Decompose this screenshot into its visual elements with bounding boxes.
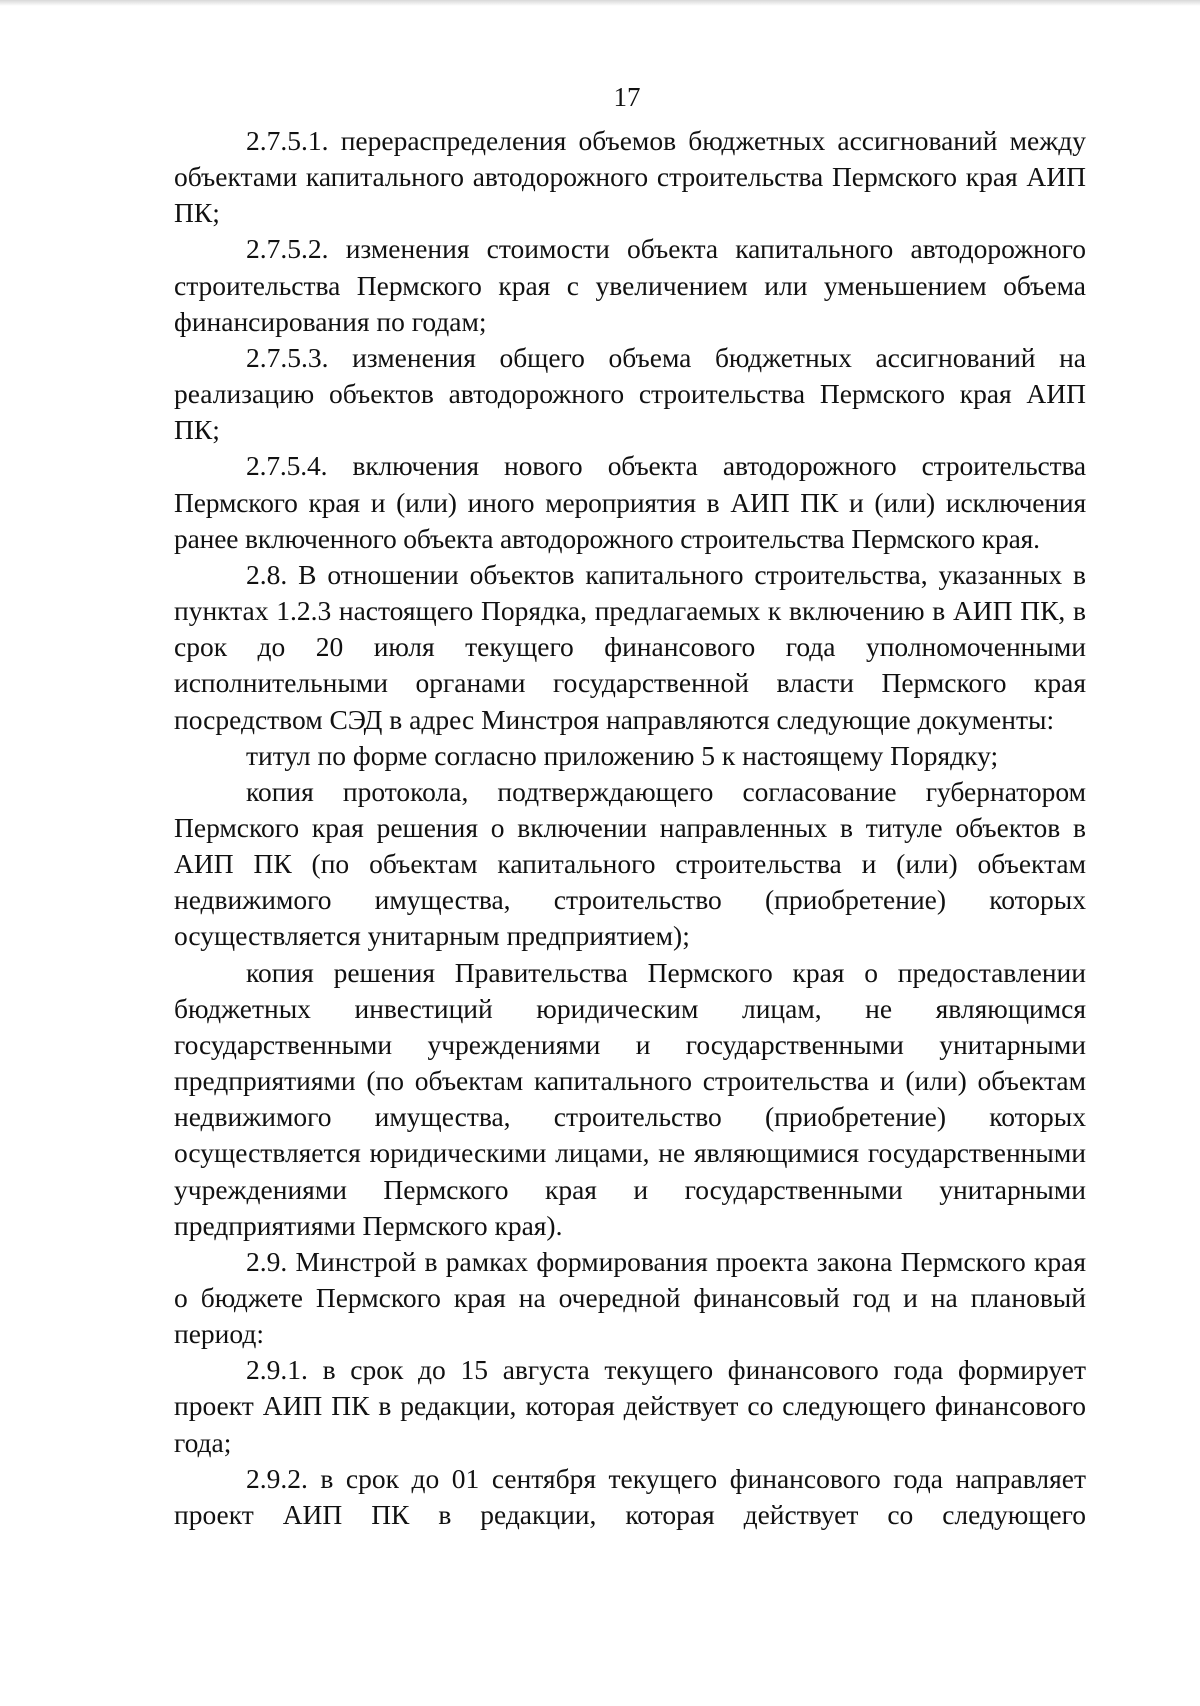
paragraph-2-7-5-4: 2.7.5.4. включения нового объекта автодорожного строительства Пермского края и (или) иного мероприятия в АИП ПК и (или) исключения ранее включенного объекта автодорожного строительства Пермского края. — [174, 450, 1086, 554]
paragraph-2-9-1: 2.9.1. в срок до 15 августа текущего финансового года формирует проект АИП ПК в редакции, которая действует со следующего финансового года; — [174, 1354, 1086, 1458]
paragraph-2-7-5-2: 2.7.5.2. изменения стоимости объекта капитального автодорожного строительства Пермского края с увеличением или уменьшением объема финансирования по годам; — [174, 233, 1086, 337]
document-body — [174, 123, 1086, 1533]
paragraph-title-form: титул по форме согласно приложению 5 к настоящему Порядку; — [246, 739, 999, 771]
paragraph-2-7-5-3: 2.7.5.3. изменения общего объема бюджетных ассигнований на реализацию объектов автодорожного строительства Пермского края АИП ПК; — [174, 341, 1086, 446]
paragraph-protocol-copy: копия протокола, подтверждающего согласование губернатором Пермского края решения о включении направленных в титуле объектов в АИП ПК (по объектам капитального строительства и (или) объектам недвижимого имущества, строительство (приобретение) которых осуществляется унитарным предприятием); — [174, 775, 1086, 952]
paragraph-2-8: 2.8. В отношении объектов капитального строительства, указанных в пунктах 1.2.3 настоящего Порядка, предлагаемых к включению в АИП ПК, в срок до 20 июля текущего финансового года уполномоченными исполнительными органами государственной власти Пермского края посредством СЭД в адрес Минстроя направляются следующие документы: — [174, 558, 1086, 735]
page-number: 17 — [613, 82, 641, 112]
paragraph-decision-copy: копия решения Правительства Пермского края о предоставлении бюджетных инвестиций юридическим лицам, не являющимся государственными учреждениями и государственными унитарными предприятиями (по объектам капитального строительства и (или) объектам недвижимого имущества, строительство (приобретение) которых осуществляется юридическими лицами, не являющимися государственными учреждениями Пермского края и государственными унитарными предприятиями Пермского края). — [174, 956, 1086, 1241]
paragraph-2-7-5-1: 2.7.5.1. перераспределения объемов бюджетных ассигнований между объектами капитального автодорожного строительства Пермского края АИП ПК; — [174, 125, 1086, 229]
scan-top-edge — [0, 0, 1200, 6]
paragraph-2-9-2: 2.9.2. в срок до 01 сентября текущего финансового года направляет проект АИП ПК в редакции, которая действует со следующего — [174, 1462, 1086, 1530]
paragraph-2-9: 2.9. Минстрой в рамках формирования проекта закона Пермского края о бюджете Пермского края на очередной финансовый год и на плановый период: — [174, 1245, 1086, 1350]
